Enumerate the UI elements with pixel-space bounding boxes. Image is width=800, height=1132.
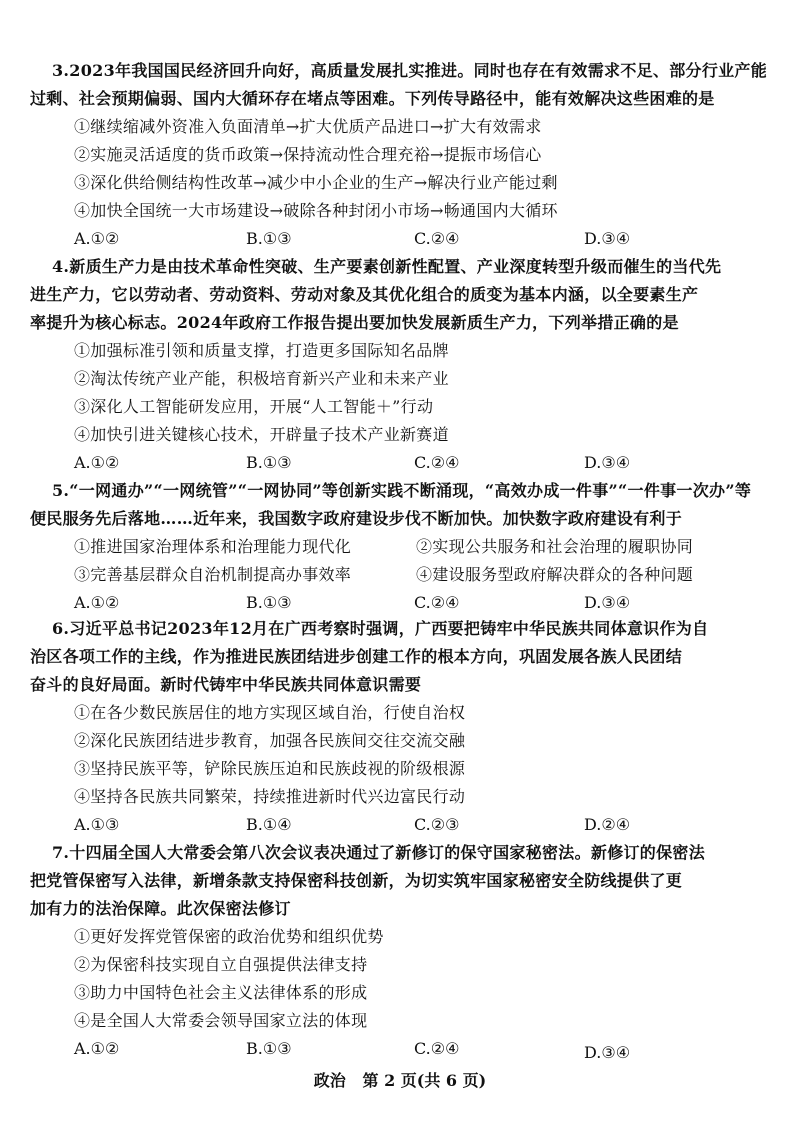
page-footer (0, 1068, 800, 1091)
question-stem-line: 加有力的法治保障。此次保密法修订 (30, 899, 291, 918)
question-stem-line: 治区各项工作的主线，作为推进民族团结进步创建工作的根本方向，巩固发展各族人民团结 (30, 647, 683, 666)
option-item: ③深化人工智能研发应用，开展“人工智能＋”行动 (74, 397, 434, 416)
option-pair (74, 536, 694, 558)
option-item: ①在各少数民族居住的地方实现区域自治，行使自治权 (74, 703, 466, 722)
choice-d[interactable]: D.②④ (584, 815, 631, 834)
option-item: ③深化供给侧结构性改革→减少中小企业的生产→解决行业产能过剩 (74, 173, 558, 192)
footer-page-number: 第 2 页(共 6 页) (362, 1071, 487, 1090)
option-item: ②实现公共服务和社会治理的履职协同 (416, 537, 694, 556)
question-stem-line: 进生产力，它以劳动者、劳动资料、劳动对象及其优化组合的质变为基本内涵，以全要素生产 (30, 285, 699, 304)
choice-a[interactable]: A.①③ (74, 815, 120, 834)
choice-b[interactable]: B.①③ (246, 593, 292, 612)
choice-c[interactable]: C.②④ (414, 593, 460, 612)
option-item: ①加强标准引领和质量支撑，打造更多国际知名品牌 (74, 341, 449, 360)
question-stem-line: 5.“一网通办”“一网统管”“一网协同”等创新实践不断涌现，“高效办成一件事”“一件事一次办”等 (52, 481, 752, 500)
option-item: ④是全国人大常委会领导国家立法的体现 (74, 1011, 368, 1030)
choice-c[interactable]: C.②③ (414, 815, 460, 834)
choice-d[interactable]: D.③④ (584, 1043, 631, 1062)
option-item: ③助力中国特色社会主义法律体系的形成 (74, 983, 368, 1002)
choice-c[interactable]: C.②④ (414, 453, 460, 472)
choice-c[interactable]: C.②④ (414, 1039, 460, 1058)
choice-b[interactable]: B.①④ (246, 815, 292, 834)
question-stem-line: 把党管保密写入法律，新增条款支持保密科技创新，为切实筑牢国家秘密安全防线提供了更 (30, 871, 683, 890)
choice-b[interactable]: B.①③ (246, 1039, 292, 1058)
option-item: ④加快引进关键核心技术，开辟量子技术产业新赛道 (74, 425, 449, 444)
option-pair (74, 564, 694, 586)
choice-a[interactable]: A.①② (74, 593, 120, 612)
option-item: ④坚持各民族共同繁荣，持续推进新时代兴边富民行动 (74, 787, 466, 806)
choice-c[interactable]: C.②④ (414, 229, 460, 248)
question-stem-line: 过剩、社会预期偏弱、国内大循环存在堵点等困难。下列传导路径中，能有效解决这些困难的是 (30, 89, 715, 108)
option-item: ②为保密科技实现自立自强提供法律支持 (74, 955, 368, 974)
option-item: ②实施灵活适度的货币政策→保持流动性合理充裕→提振市场信心 (74, 145, 542, 164)
choice-a[interactable]: A.①② (74, 453, 120, 472)
option-item: ②淘汰传统产业产能，积极培育新兴产业和未来产业 (74, 369, 449, 388)
question-stem-line: 3.2023年我国国民经济回升向好，高质量发展扎实推进。同时也存在有效需求不足、部分行业产能 (52, 61, 768, 80)
choice-b[interactable]: B.①③ (246, 453, 292, 472)
footer-subject: 政治 (313, 1071, 346, 1090)
question-stem-line: 4.新质生产力是由技术革命性突破、生产要素创新性配置、产业深度转型升级而催生的当代先 (52, 257, 722, 276)
question-stem-line: 便民服务先后落地……近年来，我国数字政府建设步伐不断加快。加快数字政府建设有利于 (30, 509, 683, 528)
choice-a[interactable]: A.①② (74, 1039, 120, 1058)
choice-d[interactable]: D.③④ (584, 593, 631, 612)
choice-d[interactable]: D.③④ (584, 453, 631, 472)
question-stem-line: 率提升为核心标志。2024年政府工作报告提出要加快发展新质生产力，下列举措正确的是 (30, 313, 679, 332)
option-item: ④建设服务型政府解决群众的各种问题 (416, 565, 694, 584)
choice-b[interactable]: B.①③ (246, 229, 292, 248)
question-stem-line: 奋斗的良好局面。新时代铸牢中华民族共同体意识需要 (30, 675, 422, 694)
option-item: ③坚持民族平等，铲除民族压迫和民族歧视的阶级根源 (74, 759, 466, 778)
question-stem-line: 6.习近平总书记2023年12月在广西考察时强调，广西要把铸牢中华民族共同体意识作为自 (52, 619, 709, 638)
choice-d[interactable]: D.③④ (584, 229, 631, 248)
option-item: ②深化民族团结进步教育，加强各民族间交往交流交融 (74, 731, 466, 750)
question-stem-line: 7.十四届全国人大常委会第八次会议表决通过了新修订的保守国家秘密法。新修订的保密法 (52, 843, 706, 862)
option-item: ①更好发挥党管保密的政治优势和组织优势 (74, 927, 384, 946)
option-item: ③完善基层群众自治机制提高办事效率 (74, 565, 352, 584)
option-item: ①推进国家治理体系和治理能力现代化 (74, 537, 352, 556)
choice-a[interactable]: A.①② (74, 229, 120, 248)
option-item: ④加快全国统一大市场建设→破除各种封闭小市场→畅通国内大循环 (74, 201, 558, 220)
option-item: ①继续缩减外资准入负面清单→扩大优质产品进口→扩大有效需求 (74, 117, 542, 136)
